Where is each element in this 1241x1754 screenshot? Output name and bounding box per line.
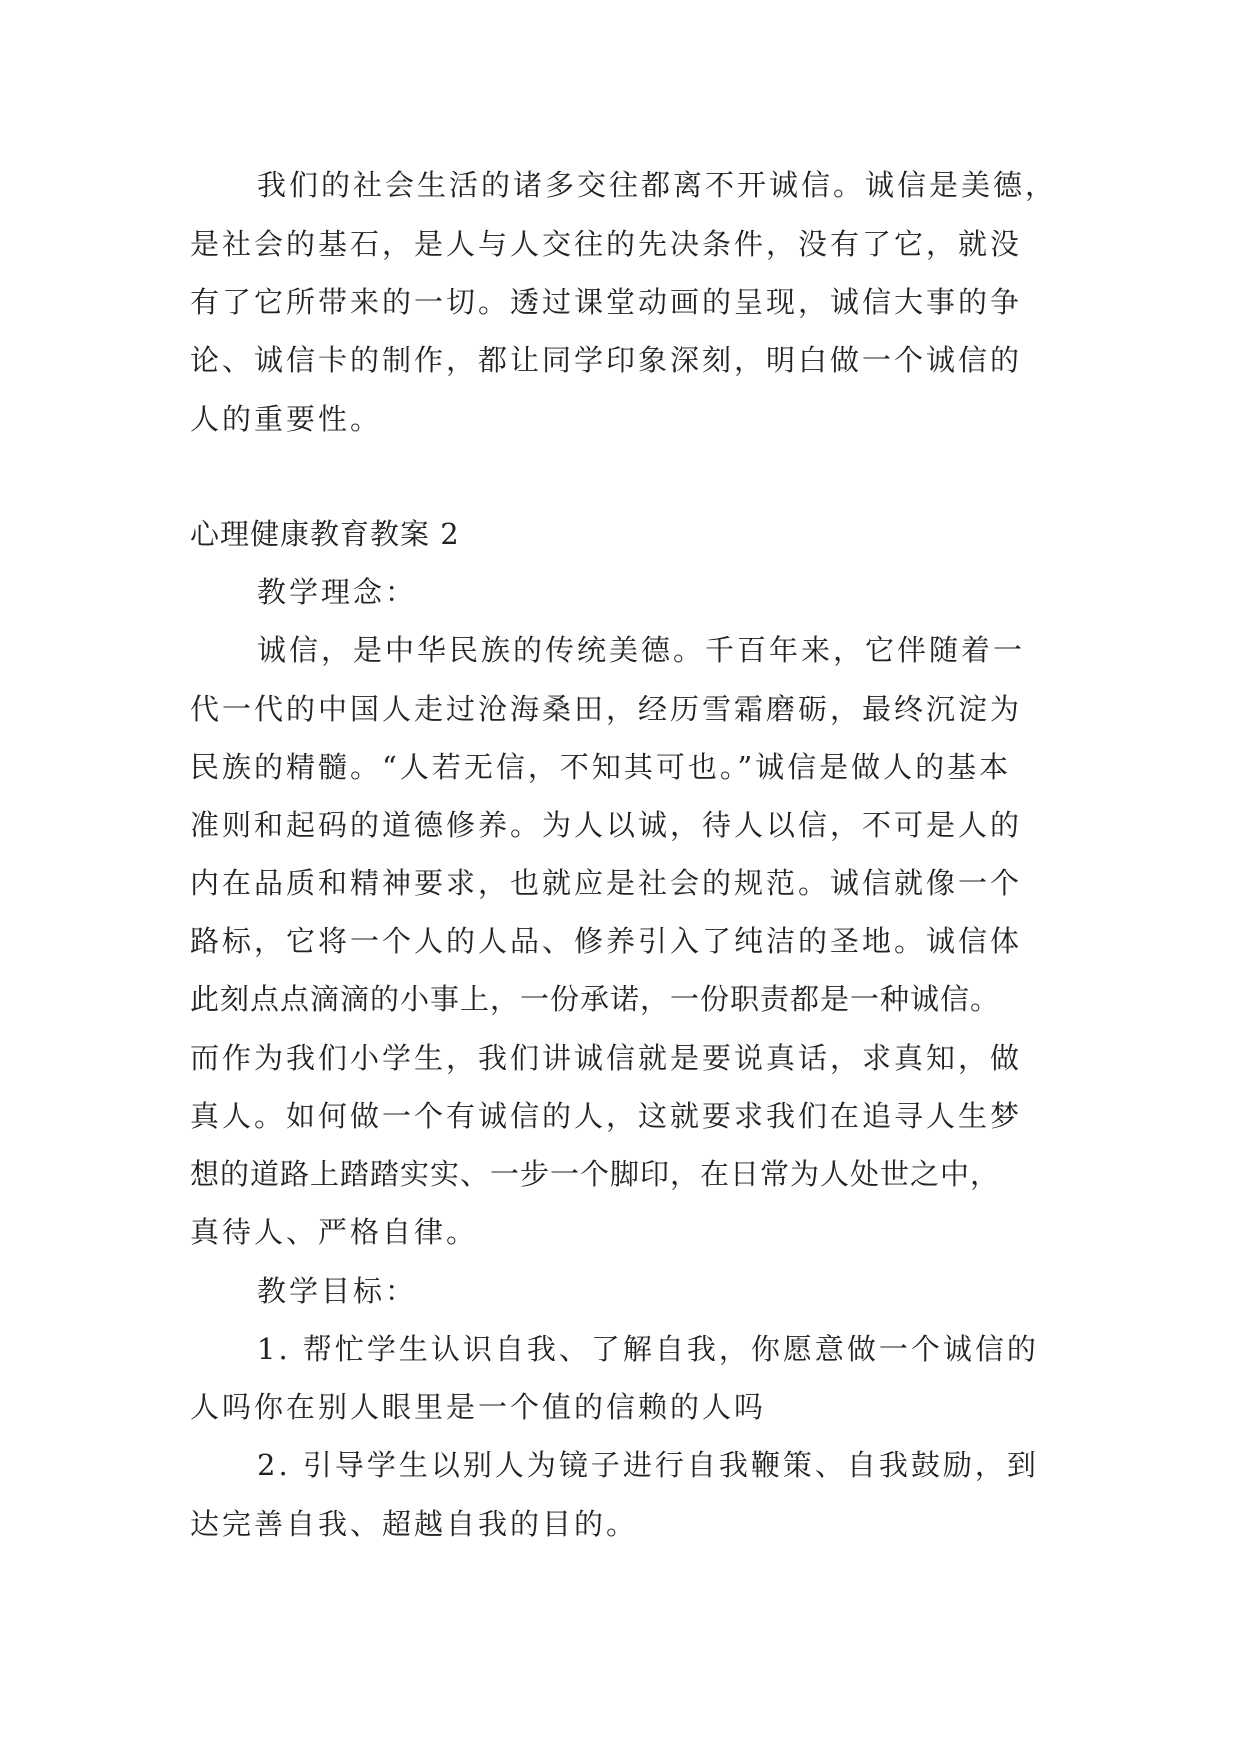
concept-line-7: 此刻点点滴滴的小事上，一份承诺，一份职责都是一种诚信。 [190, 982, 1001, 1016]
intro-line-1: 我们的社会生活的诸多交往都离不开诚信。诚信是美德， [257, 168, 1058, 202]
intro-line-5: 人的重要性。 [190, 402, 383, 436]
concept-line-9: 真人。如何做一个有诚信的人，这就要求我们在追寻人生梦 [190, 1099, 1023, 1133]
goal-1-line-2: 人吗你在别人眼里是一个值的信赖的人吗 [190, 1390, 767, 1424]
concept-line-8: 而作为我们小学生，我们讲诚信就是要说真话，求真知，做 [190, 1041, 1023, 1075]
concept-line-11: 真待人、严格自律。 [190, 1215, 479, 1249]
concept-line-2: 代一代的中国人走过沧海桑田，经历雪霜磨砺，最终沉淀为 [190, 692, 1023, 726]
concept-line-3: 民族的精髓。“人若无信，不知其可也。”诚信是做人的基本 [190, 750, 1012, 784]
concept-line-6: 路标，它将一个人的人品、修养引入了纯洁的圣地。诚信体 [190, 924, 1023, 958]
goal-1-line-1: 1. 帮忙学生认识自我、了解自我，你愿意做一个诚信的 [257, 1332, 1039, 1366]
intro-line-3: 有了它所带来的一切。透过课堂动画的呈现，诚信大事的争 [190, 285, 1023, 319]
intro-line-4: 论、诚信卡的制作，都让同学印象深刻，明白做一个诚信的 [190, 343, 1023, 377]
concept-line-5: 内在品质和精神要求，也就应是社会的规范。诚信就像一个 [190, 866, 1023, 900]
concept-line-10: 想的道路上踏踏实实、一步一个脚印，在日常为人处世之中， [190, 1157, 1001, 1191]
concept-line-1: 诚信，是中华民族的传统美德。千百年来，它伴随着一 [257, 633, 1026, 667]
goal-2-line-2: 达完善自我、超越自我的目的。 [190, 1507, 639, 1541]
teaching-goals-heading: 教学目标： [257, 1274, 418, 1308]
teaching-concept-heading: 教学理念： [257, 575, 418, 609]
goal-2-line-1: 2. 引导学生以别人为镜子进行自我鞭策、自我鼓励，到 [257, 1448, 1039, 1482]
section-title: 心理健康教育教案 2 [190, 517, 460, 551]
concept-line-4: 准则和起码的道德修养。为人以诚，待人以信，不可是人的 [190, 808, 1023, 842]
intro-line-2: 是社会的基石，是人与人交往的先决条件，没有了它，就没 [190, 227, 1023, 261]
